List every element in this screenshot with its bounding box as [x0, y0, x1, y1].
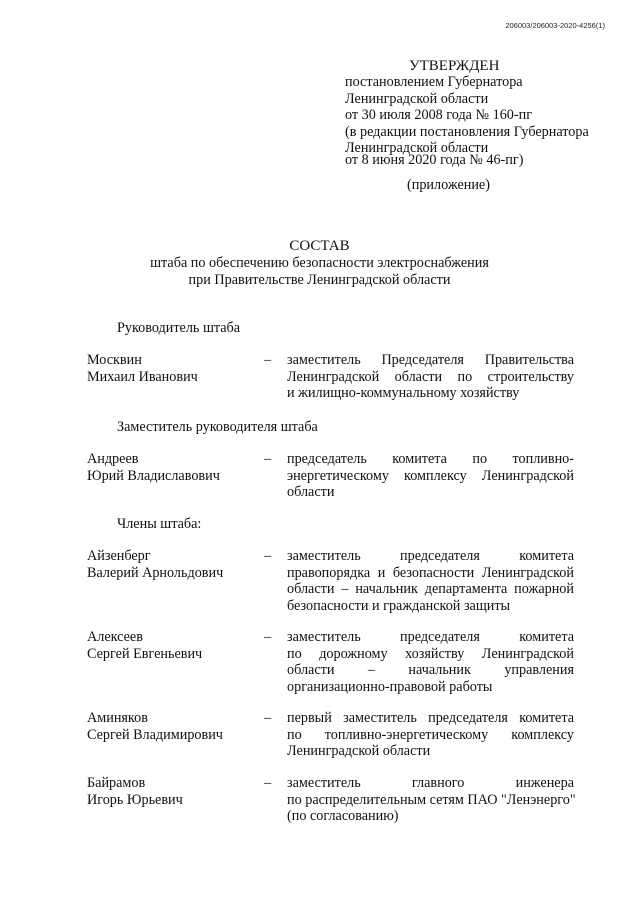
- member-name: [87, 451, 247, 484]
- dash-separator: –: [264, 775, 272, 791]
- position-line: области: [287, 484, 335, 501]
- member-surname: Алексеев: [87, 629, 143, 645]
- member-surname: Айзенберг: [87, 548, 151, 564]
- approval-line: Ленинградской области: [345, 90, 489, 107]
- member-name: [87, 775, 247, 808]
- position-line: (по согласованию): [287, 808, 399, 825]
- member-name: [87, 629, 247, 662]
- position-line: по дорожному хозяйству Ленинградской: [287, 645, 574, 662]
- appendix-label: (приложение): [407, 176, 490, 193]
- position-line: области – начальник департамента пожарной: [287, 581, 574, 598]
- position-line: заместитель председателя комитета: [287, 548, 574, 564]
- title-heading: СОСТАВ: [289, 238, 350, 254]
- member-given-names: Игорь Юрьевич: [87, 791, 183, 808]
- dash-separator: –: [264, 548, 272, 564]
- dash-separator: –: [264, 710, 272, 726]
- position-line: по топливно-энергетическому комплексу: [287, 726, 574, 743]
- approval-line: (в редакции постановления Губернатора: [345, 123, 589, 140]
- member-position: [287, 352, 574, 402]
- position-line: первый заместитель председателя комитета: [287, 710, 574, 726]
- approval-line: постановлением Губернатора: [345, 74, 523, 91]
- approval-line: от 8 июня 2020 года № 46-пг): [345, 152, 524, 169]
- member-surname: Аминяков: [87, 710, 148, 726]
- dash-separator: –: [264, 629, 272, 645]
- approval-line: Ленинградской области: [345, 140, 489, 157]
- member-given-names: Сергей Евгеньевич: [87, 645, 203, 662]
- section-deputy-label: Заместитель руководителя штаба: [117, 419, 318, 435]
- section-members-label: Члены штаба:: [117, 516, 202, 532]
- member-position: [287, 710, 574, 760]
- title-line: при Правительстве Ленинградской области: [188, 272, 451, 288]
- approval-line: от 30 июля 2008 года № 160-пг: [345, 107, 533, 124]
- position-line: энергетическому комплексу Ленинградской: [287, 467, 574, 484]
- document-registration-number: 206003/206003-2020-4256(1): [505, 21, 605, 30]
- position-line: безопасности и гражданской защиты: [287, 597, 511, 614]
- approval-heading: УТВЕРЖДЕН: [409, 58, 500, 74]
- member-surname: Москвин: [87, 352, 142, 368]
- position-line: Ленинградской области по строительству: [287, 368, 574, 385]
- member-given-names: Юрий Владиславович: [87, 467, 220, 484]
- member-given-names: Валерий Арнольдович: [87, 564, 224, 581]
- member-position: [287, 775, 574, 825]
- member-position: [287, 451, 574, 501]
- position-line: организационно-правовой работы: [287, 678, 493, 695]
- document-title: [0, 238, 639, 289]
- position-line: заместитель председателя комитета: [287, 629, 574, 645]
- approval-block: [345, 58, 589, 193]
- member-position: [287, 548, 574, 614]
- member-name: [87, 548, 247, 581]
- position-line: области – начальник управления: [287, 662, 574, 679]
- dash-separator: –: [264, 352, 272, 368]
- section-head-label: Руководитель штаба: [117, 320, 241, 336]
- position-line: заместитель Председателя Правительства: [287, 352, 574, 368]
- position-line: заместитель главного инженера: [287, 775, 574, 791]
- member-name: [87, 710, 247, 743]
- position-line: и жилищно-коммунальному хозяйству: [287, 385, 520, 402]
- member-surname: Андреев: [87, 451, 139, 467]
- member-given-names: Михаил Иванович: [87, 368, 198, 385]
- member-surname: Байрамов: [87, 775, 146, 791]
- position-line: правопорядка и безопасности Ленинградской: [287, 564, 574, 581]
- member-name: [87, 352, 247, 385]
- position-line: председатель комитета по топливно-: [287, 451, 574, 467]
- position-line: Ленинградской области: [287, 743, 431, 760]
- member-position: [287, 629, 574, 695]
- dash-separator: –: [264, 451, 272, 467]
- title-line: штаба по обеспечению безопасности электроснабжения: [150, 255, 489, 271]
- member-given-names: Сергей Владимирович: [87, 726, 223, 743]
- position-line: по распределительным сетям ПАО "Ленэнерго": [287, 791, 576, 808]
